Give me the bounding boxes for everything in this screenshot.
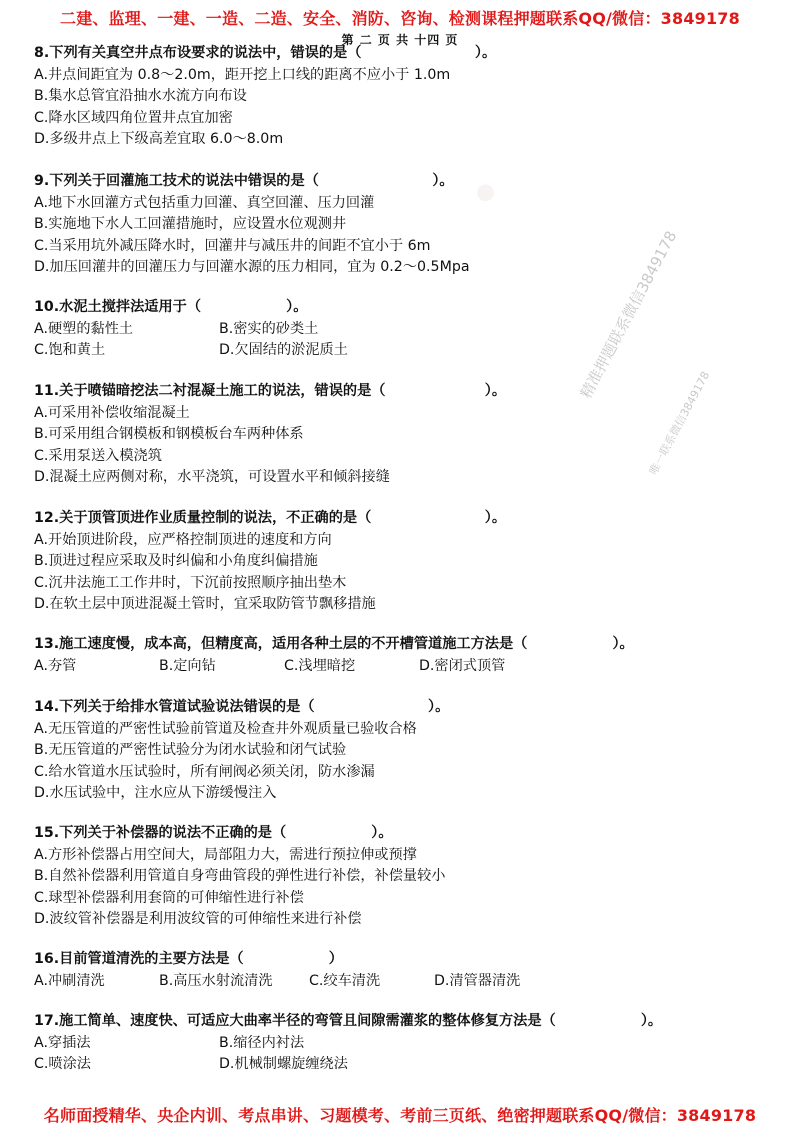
- question-stem: 16.目前管道清洗的主要方法是（ ）: [34, 951, 343, 967]
- question-stem: 9.下列关于回灌施工技术的说法中错误的是（ ）。: [34, 173, 454, 189]
- question-stem: 11.关于喷锚暗挖法二衬混凝土施工的说法，错误的是（ ）。: [34, 383, 507, 399]
- option-d: D.机械制螺旋缠绕法: [219, 1056, 348, 1072]
- option-c: C.给水管道水压试验时，所有闸阀必须关闭，防水渗漏: [34, 763, 375, 780]
- question-15: [34, 823, 780, 931]
- question-stem: 13.施工速度慢，成本高，但精度高，适用各种土层的不开槽管道施工方法是（ ）。: [34, 636, 634, 652]
- option-b: B.顶进过程应采取及时纠偏和小角度纠偏措施: [34, 553, 318, 569]
- question-8: [34, 43, 780, 151]
- question-16: [34, 949, 780, 992]
- question-12: [34, 508, 780, 616]
- option-b: B.无压管道的严密性试验分为闭水试验和闭气试验: [34, 742, 347, 758]
- option-b: B.高压水射流清洗: [159, 972, 273, 989]
- options-row: [34, 340, 780, 362]
- option-b: B.密实的砂类土: [219, 320, 319, 337]
- option-b: B.缩径内衬法: [219, 1034, 305, 1051]
- options-row: [34, 319, 780, 341]
- question-stem: 8.下列有关真空井点布设要求的说法中，错误的是（ ）。: [34, 45, 497, 61]
- option-c: C.当采用坑外减压降水时，回灌井与减压井的间距不宜小于 6m: [34, 237, 431, 254]
- option-d: D.多级井点上下级高差宜取 6.0～8.0m: [34, 131, 284, 147]
- option-a: A.硬塑的黏性土: [34, 320, 134, 337]
- option-b: B.自然补偿器利用管道自身弯曲管段的弹性进行补偿，补偿量较小: [34, 868, 446, 884]
- page-number: 第 二 页 共 十四 页: [341, 33, 459, 47]
- option-c: C.沉井法施工工作井时，下沉前按照顺序抽出垫木: [34, 574, 347, 591]
- question-13: [34, 634, 780, 677]
- background-watermark-glyph: ·: [442, 140, 529, 246]
- option-d: D.密闭式顶管: [419, 657, 506, 674]
- question-stem: 17.施工简单、速度快、可适应大曲率半径的弯管且间隙需灌浆的整体修复方法是（ ）。: [34, 1013, 663, 1029]
- bottom-promo-banner: 名师面授精华、央企内训、考点串讲、习题模考、考前三页纸、绝密押题联系QQ/微信：3849178: [43, 1106, 757, 1125]
- question-14: [34, 697, 780, 805]
- option-d: D.加压回灌井的回灌压力与回灌水源的压力相同，宜为 0.2～0.5Mpa: [34, 259, 470, 275]
- option-c: C.饱和黄土: [34, 342, 106, 358]
- option-d: D.欠固结的淤泥质土: [219, 342, 348, 358]
- question-17: [34, 1011, 780, 1076]
- question-stem: 10.水泥土搅拌法适用于（ ）。: [34, 299, 308, 315]
- watermark-text: 唯一联系微信3849178: [646, 369, 713, 478]
- option-d: D.在软土层中顶进混凝土管时，宜采取防管节飘移措施: [34, 596, 376, 612]
- options-row: [34, 1033, 780, 1055]
- option-a: A.夯管: [34, 657, 77, 674]
- question-9: [34, 171, 780, 279]
- option-c: C.浅埋暗挖: [284, 657, 356, 674]
- option-d: D.水压试验中，注水应从下游缓慢注入: [34, 785, 277, 801]
- options-row: [34, 1054, 780, 1076]
- option-b: B.定向钻: [159, 657, 216, 674]
- option-a: A.井点间距宜为 0.8～2.0m，距开挖上口线的距离不应小于 1.0m: [34, 66, 451, 83]
- option-d: D.混凝土应两侧对称，水平浇筑，可设置水平和倾斜接缝: [34, 469, 390, 485]
- option-c: C.采用泵送入模浇筑: [34, 447, 162, 464]
- option-c: C.喷涂法: [34, 1056, 91, 1072]
- option-c: C.绞车清洗: [309, 972, 381, 989]
- options-row: [34, 971, 780, 993]
- option-a: A.可采用补偿收缩混凝土: [34, 404, 190, 421]
- option-b: B.集水总管宜沿抽水水流方向布设: [34, 88, 247, 104]
- question-10: [34, 297, 780, 362]
- option-a: A.无压管道的严密性试验前管道及检查井外观质量已验收合格: [34, 720, 417, 737]
- option-d: D.清管器清洗: [434, 972, 521, 989]
- option-a: A.冲刷清洗: [34, 972, 105, 989]
- option-c: C.球型补偿器利用套筒的可伸缩性进行补偿: [34, 889, 304, 906]
- question-stem: 12.关于顶管顶进作业质量控制的说法，不正确的是（ ）。: [34, 510, 507, 526]
- option-a: A.开始顶进阶段，应严格控制顶进的速度和方向: [34, 531, 332, 548]
- option-d: D.波纹管补偿器是利用波纹管的可伸缩性来进行补偿: [34, 911, 362, 927]
- question-stem: 15.下列关于补偿器的说法不正确的是（ ）。: [34, 825, 393, 841]
- option-c: C.降水区域四角位置井点宜加密: [34, 109, 233, 126]
- option-a: A.地下水回灌方式包括重力回灌、真空回灌、压力回灌: [34, 194, 375, 211]
- watermark-text: 精准押题联系微信3849178: [576, 227, 681, 402]
- option-a: A.穿插法: [34, 1034, 91, 1051]
- option-b: B.可采用组合钢模板和钢模板台车两种体系: [34, 426, 304, 442]
- top-promo-banner: 二建、监理、一建、一造、二造、安全、消防、咨询、检测课程押题联系QQ/微信：3849178: [60, 9, 740, 28]
- question-stem: 14.下列关于给排水管道试验说法错误的是（ ）。: [34, 699, 450, 715]
- options-row: [34, 656, 780, 678]
- option-a: A.方形补偿器占用空间大，局部阻力大，需进行预拉伸或预撑: [34, 846, 417, 863]
- option-b: B.实施地下水人工回灌措施时，应设置水位观测井: [34, 216, 347, 232]
